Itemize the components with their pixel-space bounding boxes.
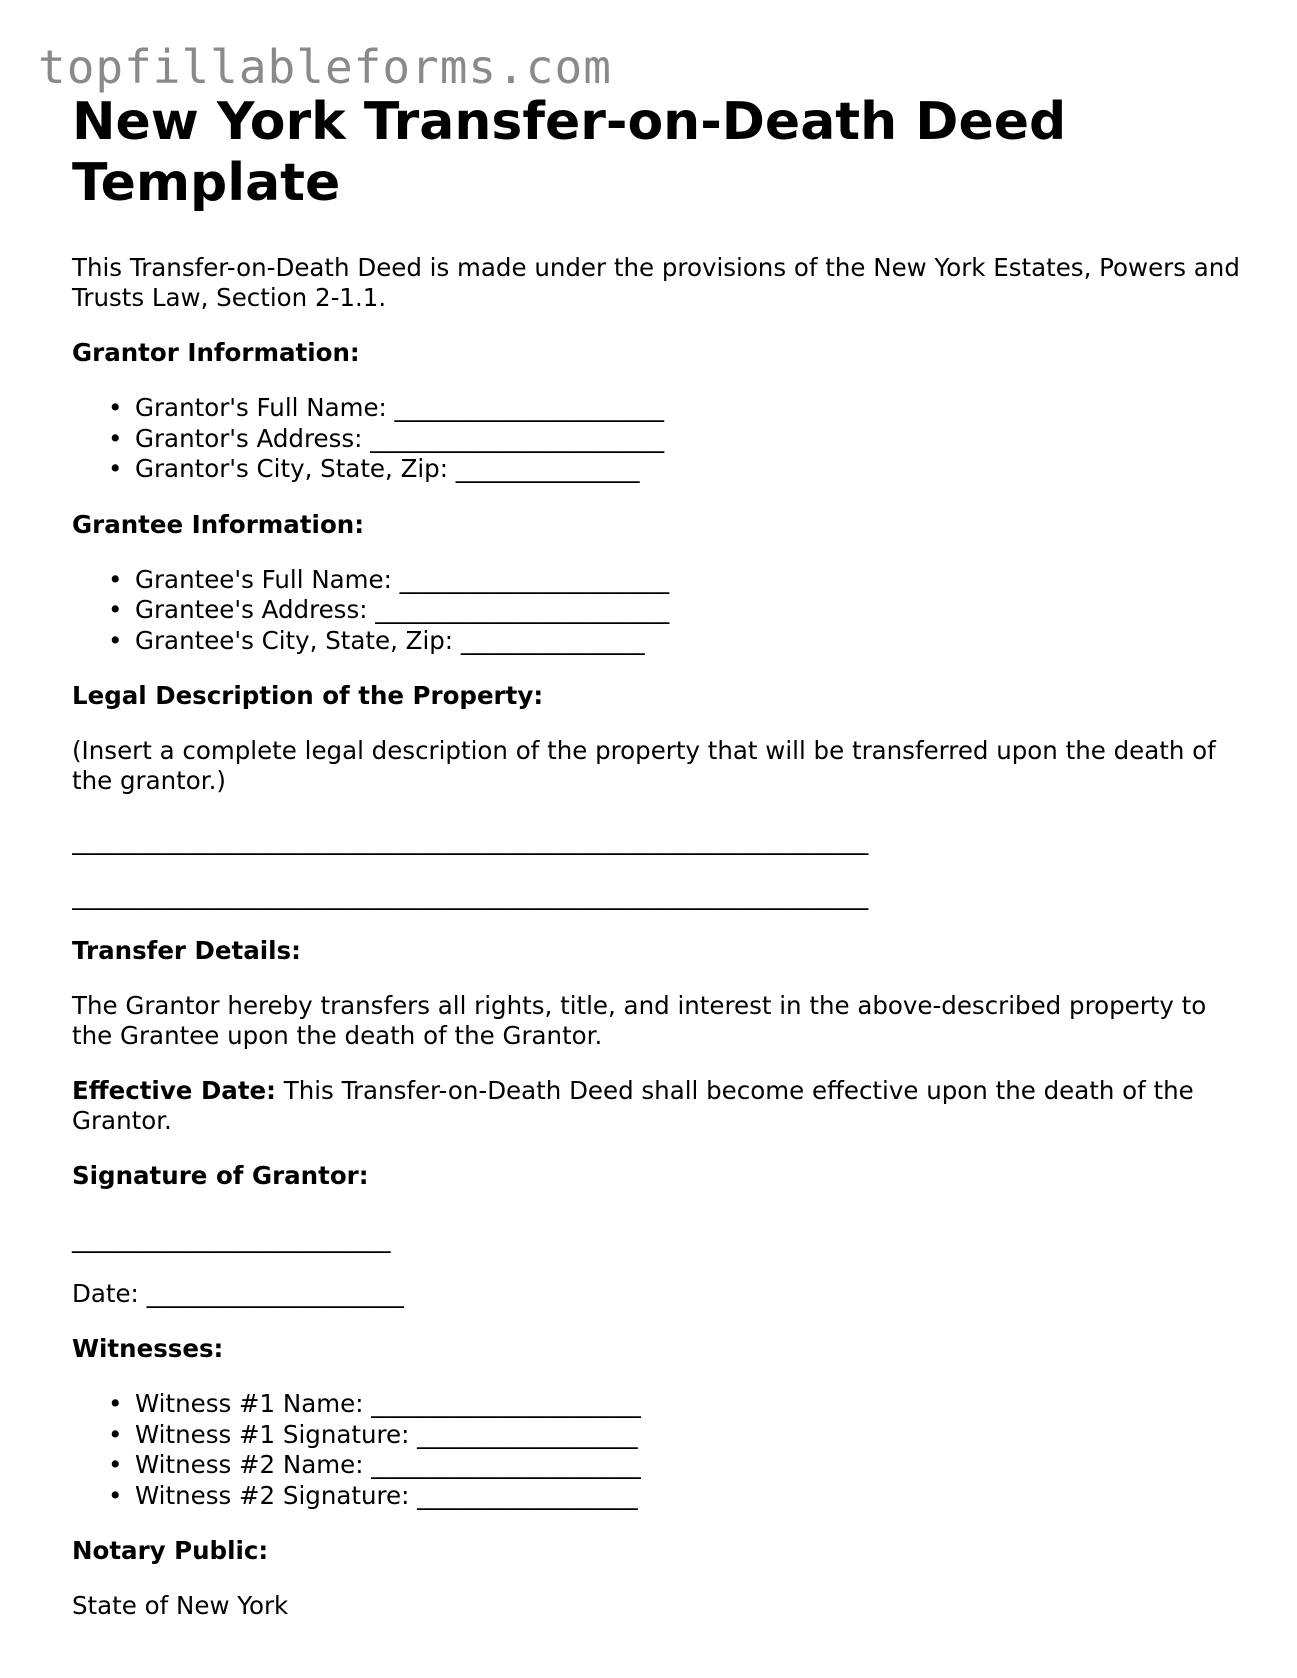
witness-2-name-field[interactable]: • Witness #2 Name: ______________________: [108, 1450, 641, 1479]
bullet-icon: •: [108, 1419, 123, 1449]
legal-description-blank-2[interactable]: _________________________________________________________________: [72, 881, 869, 910]
witnesses-heading: Witnesses:: [72, 1334, 224, 1363]
effective-date-label: Effective Date:: [72, 1076, 276, 1105]
intro-paragraph: This Transfer-on-Death Deed is made under the provisions of the New York Estates, Powers and Trusts Law, Section 2-1.1.: [72, 253, 1240, 312]
grantor-heading: Grantor Information:: [72, 338, 360, 367]
witness-1-signature-field[interactable]: • Witness #1 Signature: __________________: [108, 1419, 638, 1449]
grantee-full-name-field[interactable]: • Grantee's Full Name: ______________________: [108, 564, 670, 594]
bullet-icon: •: [108, 564, 123, 594]
bullet-icon: •: [108, 625, 123, 655]
title-line-1: New York Transfer-on-Death Deed: [72, 92, 1067, 152]
bullet-icon: •: [108, 595, 123, 624]
bullet-icon: •: [108, 1450, 123, 1479]
grantor-city-state-zip-field[interactable]: • Grantor's City, State, Zip: _______________: [108, 454, 640, 483]
bullet-icon: •: [108, 393, 123, 422]
document-page: [72, 92, 1242, 1621]
grantor-signature-line[interactable]: __________________________: [72, 1224, 391, 1253]
transfer-details-text: The Grantor hereby transfers all rights, title, and interest in the above-described property to the Grantee upon the death of the Grantor.: [72, 991, 1207, 1050]
grantee-fields: [72, 565, 1242, 657]
title-line-2: Template: [72, 153, 341, 213]
watermark: topfillableforms.com: [38, 40, 612, 94]
grantee-city-state-zip-field[interactable]: • Grantee's City, State, Zip: _______________: [108, 625, 645, 655]
transfer-details-heading: Transfer Details:: [72, 936, 301, 965]
grantee-heading: Grantee Information:: [72, 509, 365, 539]
signature-date-field[interactable]: Date: _____________________: [72, 1279, 404, 1308]
legal-description-blank-1[interactable]: _________________________________________________________________: [72, 826, 869, 855]
bullet-icon: •: [108, 423, 123, 453]
signature-heading: Signature of Grantor:: [72, 1161, 369, 1190]
witness-2-signature-field[interactable]: • Witness #2 Signature: __________________: [108, 1480, 638, 1510]
notary-state: State of New York: [72, 1591, 289, 1620]
legal-description-instruction: (Insert a complete legal description of the property that will be transferred upon the death of the grantor.): [72, 736, 1216, 795]
effective-date-text: This Transfer-on-Death Deed shall become effective upon the death of the Grantor.: [72, 1076, 1194, 1135]
effective-date-paragraph: [72, 1076, 1242, 1136]
legal-description-heading: Legal Description of the Property:: [72, 681, 544, 710]
bullet-icon: •: [108, 1389, 123, 1418]
notary-heading: Notary Public:: [72, 1536, 269, 1565]
witness-1-name-field[interactable]: • Witness #1 Name: ______________________: [108, 1389, 641, 1418]
grantor-address-field[interactable]: • Grantor's Address: ________________________: [108, 423, 665, 453]
bullet-icon: •: [108, 454, 123, 483]
document-title: [72, 92, 1242, 214]
witness-fields: [72, 1389, 1242, 1511]
grantor-full-name-field[interactable]: • Grantor's Full Name: ______________________: [108, 393, 665, 422]
grantor-fields: [72, 393, 1242, 485]
grantee-address-field[interactable]: • Grantee's Address: ________________________: [108, 595, 670, 624]
bullet-icon: •: [108, 1480, 123, 1510]
